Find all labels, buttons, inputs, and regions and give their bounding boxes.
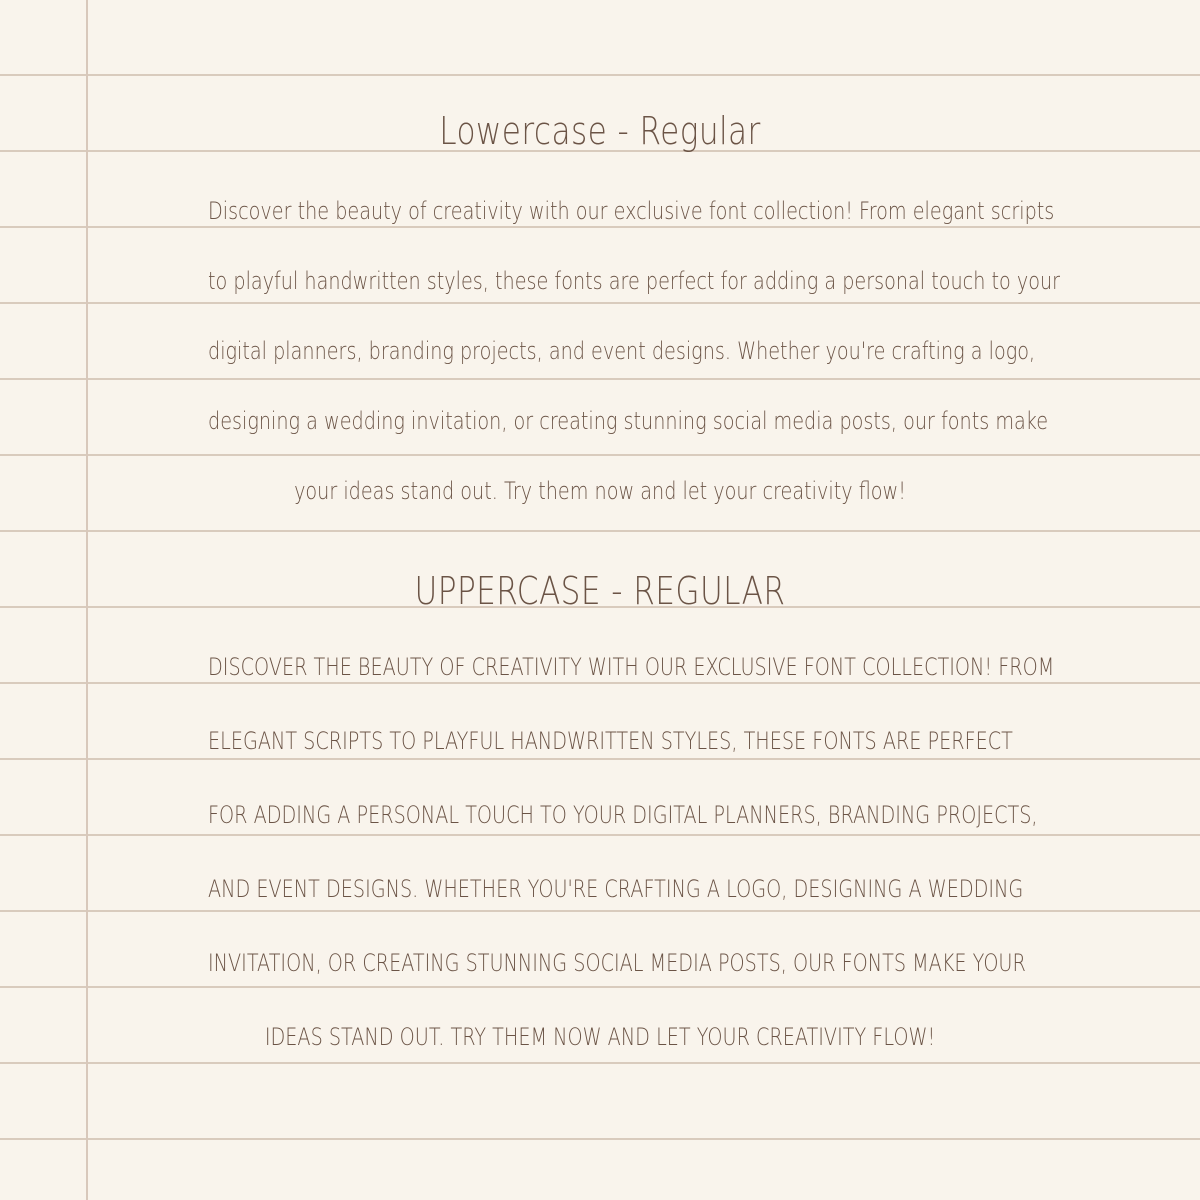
- lowercase-sample-line: digital planners, branding projects, and event designs. Whether you're crafting a logo,: [208, 337, 1036, 365]
- lowercase-sample-line: designing a wedding invitation, or creating stunning social media posts, our fonts make: [208, 407, 1049, 435]
- uppercase-sample-line: FOR ADDING A PERSONAL TOUCH TO YOUR DIGITAL PLANNERS, BRANDING PROJECTS,: [208, 801, 1038, 829]
- uppercase-sample-line: ELEGANT SCRIPTS TO PLAYFUL HANDWRITTEN STYLES, THESE FONTS ARE PERFECT: [208, 727, 1013, 755]
- uppercase-sample-line: IDEAS STAND OUT. TRY THEM NOW AND LET YOUR CREATIVITY FLOW!: [264, 1023, 936, 1051]
- uppercase-sample-line: DISCOVER THE BEAUTY OF CREATIVITY WITH OUR EXCLUSIVE FONT COLLECTION! FROM: [208, 653, 1055, 681]
- margin-line: [86, 0, 88, 1200]
- uppercase-heading: UPPERCASE - REGULAR: [414, 569, 786, 613]
- uppercase-sample-line: INVITATION, OR CREATING STUNNING SOCIAL MEDIA POSTS, OUR FONTS MAKE YOUR: [208, 949, 1026, 977]
- lowercase-sample-paragraph: [110, 176, 1090, 526]
- uppercase-sample-line: AND EVENT DESIGNS. WHETHER YOU'RE CRAFTING A LOGO, DESIGNING A WEDDING: [208, 875, 1024, 903]
- lowercase-heading: Lowercase - Regular: [439, 109, 761, 153]
- lowercase-sample-line: to playful handwritten styles, these fonts are perfect for adding a personal touch to your: [208, 267, 1061, 295]
- lowercase-sample-line: your ideas stand out. Try them now and let your creativity flow!: [294, 477, 906, 505]
- lowercase-sample-line: Discover the beauty of creativity with our exclusive font collection! From elegant scripts: [208, 197, 1055, 225]
- uppercase-sample-paragraph: [110, 630, 1090, 1074]
